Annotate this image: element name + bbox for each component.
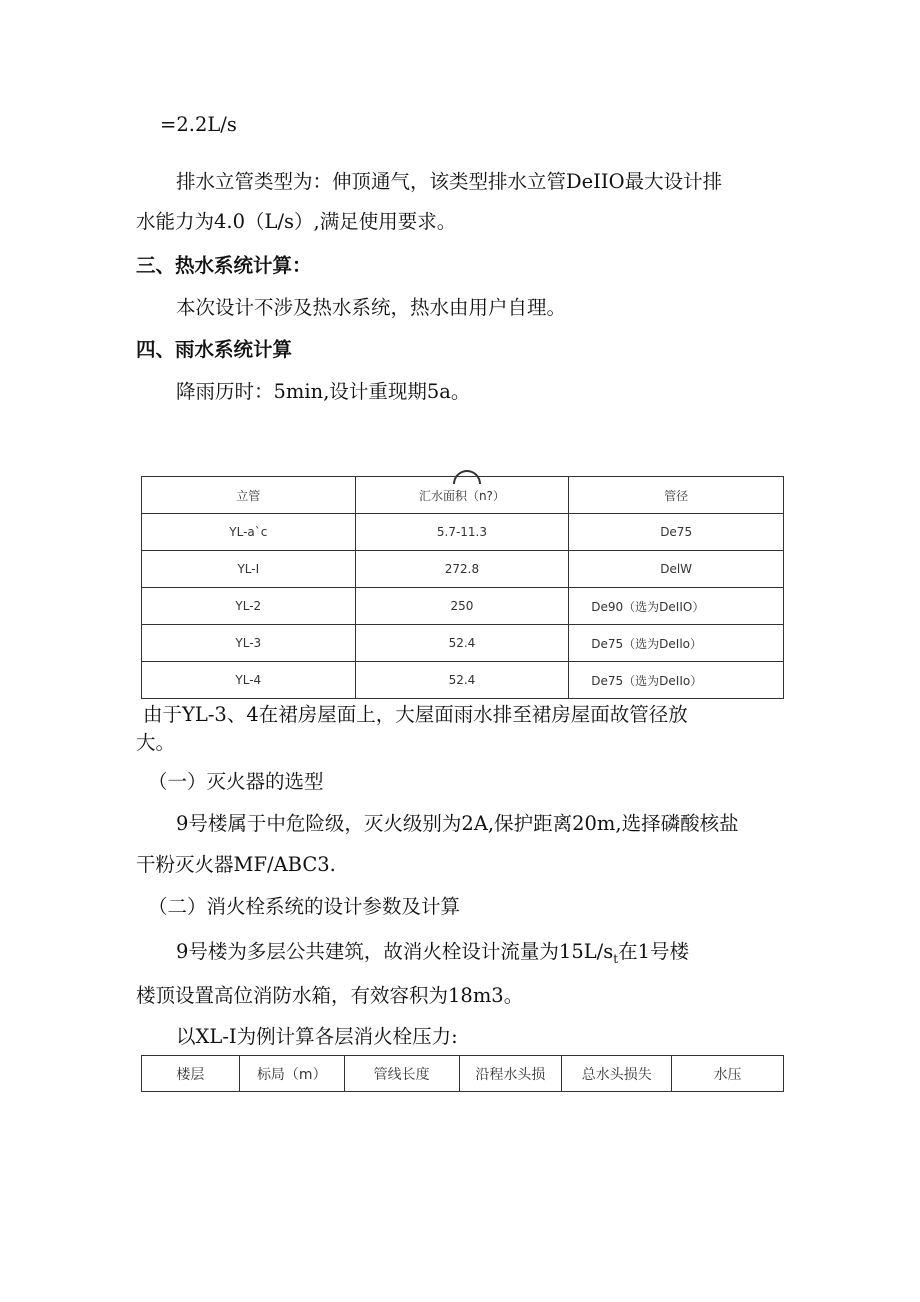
- table-cell: 52.4: [355, 625, 569, 662]
- heading-hot-water: 三、热水系统计算：: [136, 254, 312, 277]
- table-header-row: [142, 477, 784, 514]
- paragraph-hydrant-1: [176, 940, 689, 971]
- table-row: [142, 588, 784, 625]
- table-cell: YL-a`c: [142, 514, 356, 551]
- paragraph-pipe-enlarge-2: 大。: [136, 731, 176, 754]
- table-cell: YL-I: [142, 551, 356, 588]
- section-extinguisher: （一）灭火器的选型: [148, 770, 324, 793]
- paragraph-hot-water: 本次设计不涉及热水系统，热水由用户自理。: [176, 296, 567, 319]
- paragraph-rainfall: 降雨历时：5min,设计重现期5a。: [176, 380, 471, 403]
- paragraph-hydrant-pressure: 以XL-I为例计算各层消火栓压力:: [176, 1025, 458, 1048]
- table-cell: YL-4: [142, 662, 356, 699]
- paragraph-drain-riser-2: 水能力为4.0（L/s）,满足使用要求。: [136, 210, 457, 233]
- table-cell: YL-2: [142, 588, 356, 625]
- table-row: [142, 662, 784, 699]
- table-header-cell: 汇水面积（n?）: [355, 477, 569, 514]
- table-cell: De75: [569, 514, 784, 551]
- table-header-cell: 立管: [142, 477, 356, 514]
- paragraph-pipe-enlarge-1: 由于YL-3、4在裙房屋面上，大屋面雨水排至裙房屋面故管径放: [143, 703, 688, 726]
- table-header-cell: 总水头损失: [562, 1056, 672, 1092]
- paragraph-extinguisher-2: 干粉灭火器MF/ABC3.: [136, 853, 336, 876]
- table-header-cell: 管径: [569, 477, 784, 514]
- subscript-t: t: [613, 951, 619, 966]
- heading-rainwater: 四、雨水系统计算: [136, 338, 293, 361]
- table-cell: DelW: [569, 551, 784, 588]
- table-cell: YL-3: [142, 625, 356, 662]
- table-cell: De75（选为DeIlo）: [569, 625, 784, 662]
- rain-table: [141, 476, 784, 699]
- table-cell: De75（选为DeIIo）: [569, 662, 784, 699]
- table-cell: 52.4: [355, 662, 569, 699]
- table-header-row: [142, 1056, 784, 1092]
- hydrant-table: [141, 1055, 784, 1092]
- table-header-cell: 标局（m）: [239, 1056, 344, 1092]
- paragraph-drain-riser-1: 排水立管类型为：伸顶通气，该类型排水立管DeIIO最大设计排: [176, 170, 723, 193]
- table-row: [142, 514, 784, 551]
- table-header-cell: 楼层: [142, 1056, 240, 1092]
- table-row: [142, 625, 784, 662]
- paragraph-hydrant-2: 楼顶设置高位消防水箱，有效容积为18m3。: [136, 984, 524, 1007]
- paragraph-hydrant-1-text: 9号楼为多层公共建筑，故消火栓设计流量为15L/s: [176, 940, 614, 963]
- table-row: [142, 551, 784, 588]
- table-header-cell: 管线长度: [344, 1056, 459, 1092]
- line-flow-result: =2.2L/s: [160, 113, 237, 136]
- paragraph-hydrant-1-tail: 在1号楼: [618, 940, 689, 963]
- section-hydrant: （二）消火栓系统的设计参数及计算: [148, 895, 461, 918]
- table-cell: 272.8: [355, 551, 569, 588]
- table-cell: 250: [355, 588, 569, 625]
- table-cell: 5.7-11.3: [355, 514, 569, 551]
- paragraph-extinguisher-1: 9号楼属于中危险级，灭火级别为2A,保护距离20m,选择磷酸核盐: [176, 812, 739, 835]
- table-header-cell: 水压: [672, 1056, 784, 1092]
- table-cell: De90（选为DeIIO）: [569, 588, 784, 625]
- table-header-cell: 沿程水头损: [459, 1056, 562, 1092]
